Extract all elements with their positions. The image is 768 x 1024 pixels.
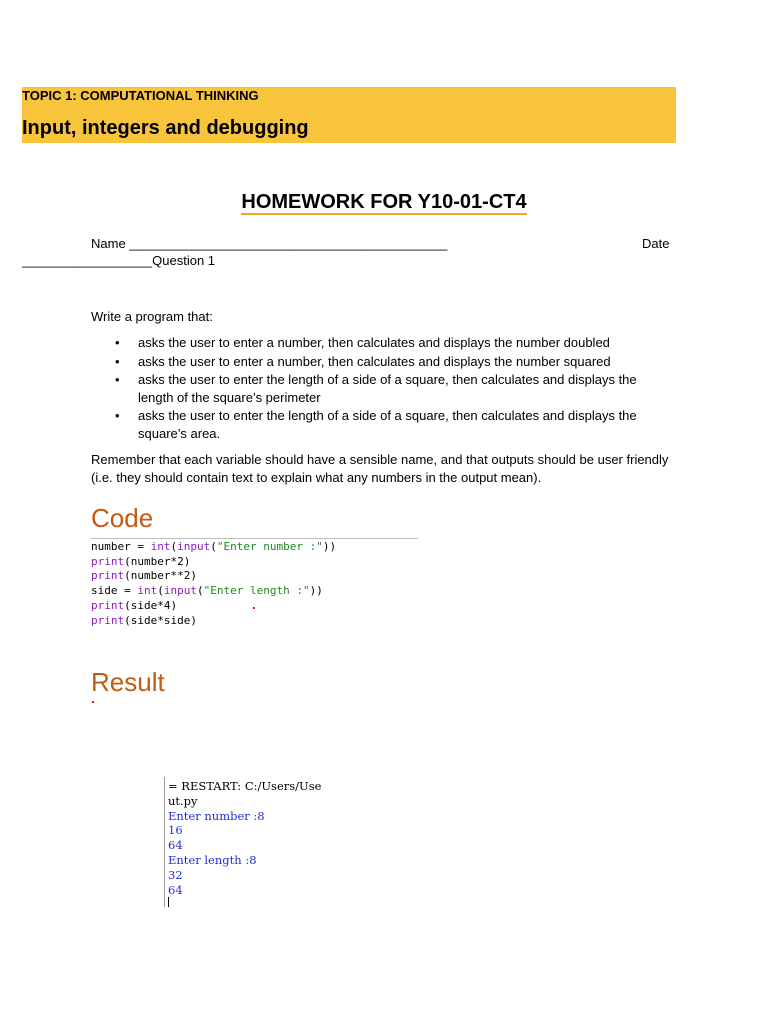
code-heading: Code <box>91 503 154 533</box>
shell-border <box>164 777 165 907</box>
code-line: side = int(input("Enter length :")) <box>91 584 323 598</box>
code-line: print(number**2) <box>91 569 197 583</box>
date-label: Date <box>642 236 670 251</box>
shell-line: = RESTART: C:/Users/Use <box>168 779 322 793</box>
shell-line: 16 <box>168 823 183 838</box>
question-intro: Write a program that: <box>91 309 213 324</box>
homework-title <box>0 191 768 214</box>
date-line-question-label: __________________Question 1 <box>22 253 216 268</box>
code-divider <box>91 538 418 539</box>
code-line: print(number*2) <box>91 554 191 568</box>
shell-line: Enter length :8 <box>168 852 257 867</box>
list-item: • asks the user to enter the length of a side of a square, then calculates and displays the square’s area. <box>91 407 671 442</box>
shell-line: 32 <box>168 867 183 882</box>
list-item: • asks the user to enter a number, then calculates and displays the number doubled <box>91 334 671 352</box>
topic-label: TOPIC 1: COMPUTATIONAL THINKING <box>22 88 259 103</box>
code-block <box>91 540 336 628</box>
homework-title-text: HOMEWORK FOR Y10-01-CT4 <box>241 191 527 213</box>
code-line: print(side*side) <box>91 613 197 627</box>
shell-output <box>168 779 321 897</box>
code-line: number = int(input("Enter number :")) <box>91 540 337 553</box>
stray-mark <box>92 701 94 703</box>
document-title: Input, integers and debugging <box>22 117 309 139</box>
requirements-list <box>91 334 671 443</box>
shell-line: Enter number :8 <box>168 808 265 823</box>
stray-mark <box>253 607 255 609</box>
shell-line: 64 <box>168 838 183 853</box>
remember-note: Remember that each variable should have a sensible name, and that outputs should be user friendly (i.e. they should contain text to explain what any numbers in the output mean). <box>91 452 669 485</box>
shell-line: ut.py <box>168 793 198 808</box>
text-cursor <box>168 897 169 907</box>
code-line: print(side*4) <box>91 598 178 612</box>
result-heading: Result <box>91 667 165 697</box>
list-item: • asks the user to enter the length of a side of a square, then calculates and displays the length of the square’s perimeter <box>91 371 671 406</box>
list-item: • asks the user to enter a number, then calculates and displays the number squared <box>91 353 671 371</box>
name-field-line: Name ____________________________________________ <box>91 236 448 251</box>
shell-line: 64 <box>168 882 183 897</box>
